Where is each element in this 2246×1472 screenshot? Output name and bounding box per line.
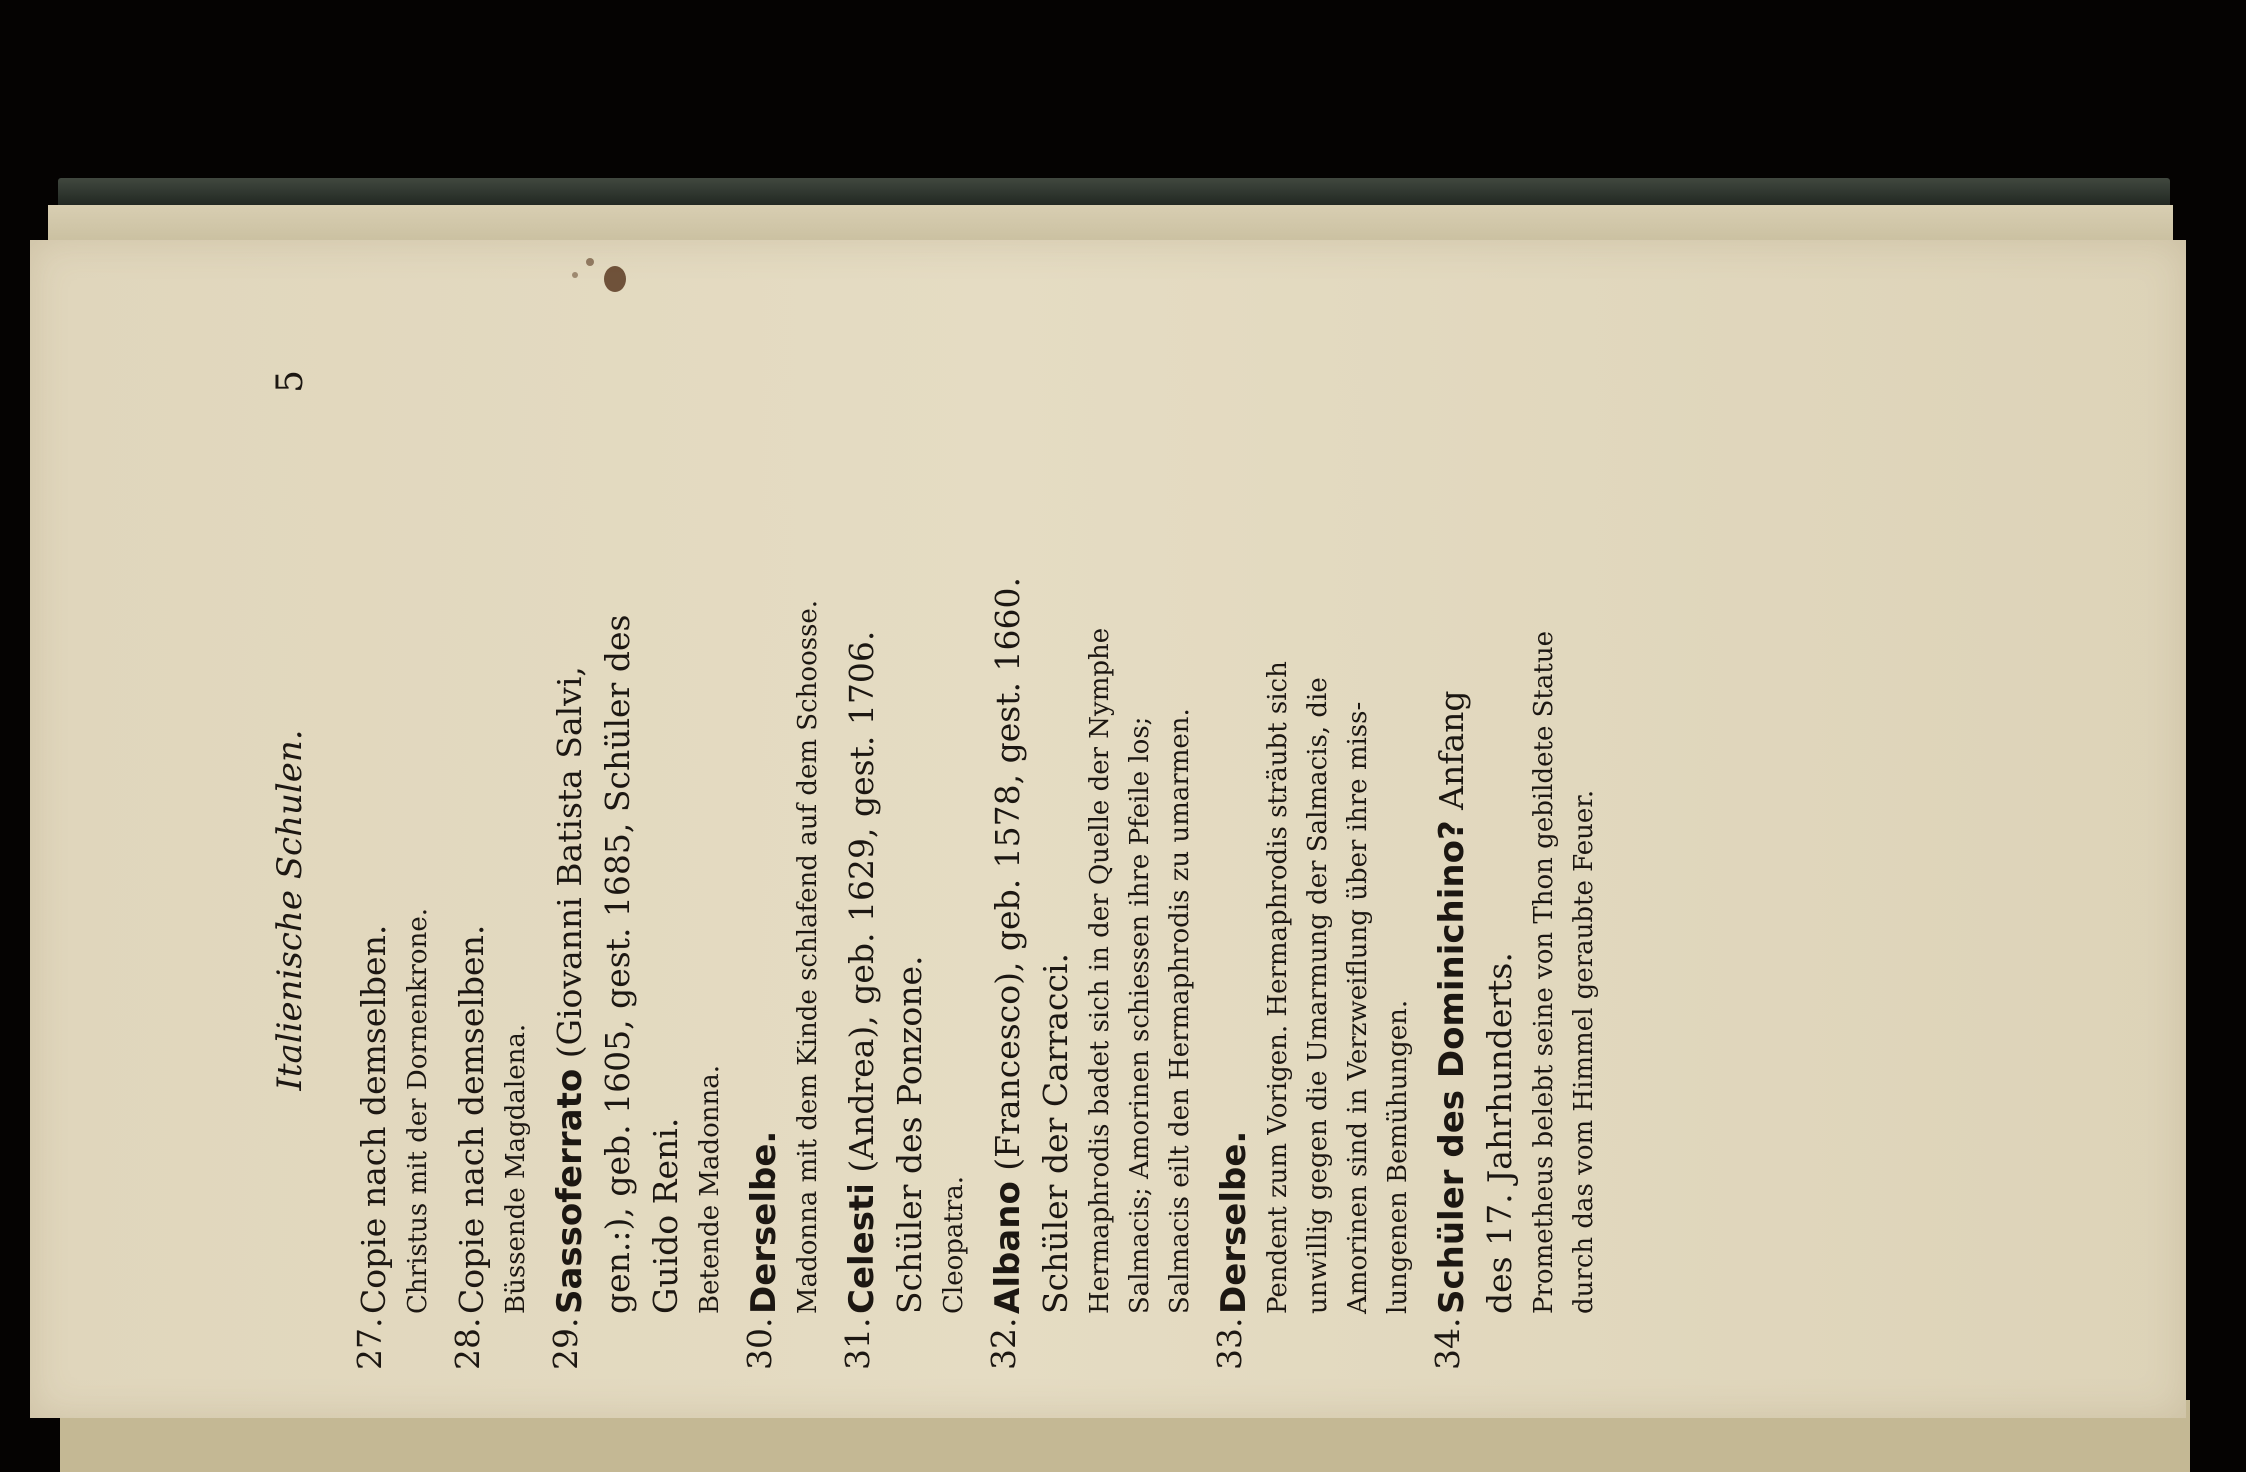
entry-heading [546,450,594,1314]
entry-description [1080,450,1200,1314]
page-edge [48,205,2173,245]
entry-title: Copie nach demselben. [452,924,491,1314]
entry-heading-cont: gen.:), geb. 1605, gest. 1685, Schüler des [598,614,637,1314]
artist-name: Albano [988,1181,1028,1314]
description-line: Hermaphrodis badet sich in der Quelle der Nymphe [1085,627,1115,1314]
description-line: Amorinen sind in Verzweiflung über ihre miss- [1343,701,1373,1314]
entry-heading [350,450,398,1314]
description-line: Salmacis eilt den Hermaphrodis zu umarmen. [1165,708,1195,1314]
artist-name: Sassoferrato [550,1068,590,1314]
entry-heading [838,450,886,1314]
ink-speck [586,258,594,266]
entry-number: 31. [838,1317,877,1370]
entry-number: 33. [1210,1317,1249,1370]
entry-description: Madonna mit dem Kinde schlafend auf dem Schoosse. [793,599,823,1314]
entry-details: (Francesco), geb. 1578, gest. 1660. [988,577,1027,1182]
entry-title: Copie nach demselben. [354,924,393,1314]
catalogue-entry [1428,450,1604,1370]
entry-description: Betende Madonna. [695,1064,725,1314]
entry-description: Christus mit der Dornenkrone. [403,908,433,1314]
running-head [260,370,336,1370]
ink-stain [604,266,626,292]
entry-description: Cleopatra. [939,1175,969,1314]
entry-heading-cont: des 17. Jahrhunderts. [1480,952,1519,1314]
entry-heading [984,450,1032,1314]
entry-heading [1428,450,1476,1314]
entry-number: 30. [740,1317,779,1370]
description-line: lungenen Bemühungen. [1383,999,1413,1314]
catalogue-entry [740,450,828,1370]
catalogue-entry [448,450,536,1370]
description-line: Salmacis; Amorinen schiessen ihre Pfeile los; [1125,716,1155,1314]
page-number: 5 [270,370,311,393]
artist-name: Derselbe. [744,1130,784,1314]
entry-heading-cont: Guido Reni. [646,1117,685,1314]
book-spine [58,178,2170,208]
entry-description [1524,450,1604,1314]
entry-heading [448,450,496,1314]
entry-number: 32. [984,1317,1023,1370]
entry-details: (Giovanni Batista Salvi, [550,666,589,1069]
catalogue-entry [1210,450,1418,1370]
entry-description: Büssende Magdalena. [501,1023,531,1314]
description-line: Pendent zum Vorigen. Hermaphrodis sträubt sich [1263,661,1293,1314]
description-line: unwillig gegen die Umarmung der Salmacis, die [1303,677,1333,1314]
description-line: durch das vom Himmel geraubte Feuer. [1569,789,1599,1314]
entry-number: 27. [350,1317,389,1370]
catalogue-entries [350,450,1614,1370]
entry-details: (Andrea), geb. 1629, gest. 1706. [842,630,881,1184]
entry-number: 34. [1428,1317,1467,1370]
ink-speck [572,272,578,278]
entry-details: Anfang [1432,690,1471,821]
artist-name: Celesti [842,1183,882,1314]
running-title: Italienische Schulen. [270,729,310,1091]
catalogue-entry [350,450,438,1370]
entry-number: 29. [546,1317,585,1370]
rotated-text-block [260,350,1980,1370]
entry-heading [740,450,788,1314]
description-line: Prometheus belebt seine von Thon gebildete Statue [1529,631,1559,1314]
catalogue-entry [984,450,1200,1370]
artist-name: Derselbe. [1214,1130,1254,1314]
entry-heading [1210,450,1258,1314]
entry-heading-cont: Schüler der Carracci. [1036,952,1075,1314]
entry-heading-cont: Schüler des Ponzone. [890,955,929,1314]
artist-name: Schüler des Dominichino? [1432,820,1472,1314]
entry-number: 28. [448,1317,487,1370]
catalogue-entry [546,450,730,1370]
catalogue-entry [838,450,974,1370]
entry-description [1258,450,1418,1314]
